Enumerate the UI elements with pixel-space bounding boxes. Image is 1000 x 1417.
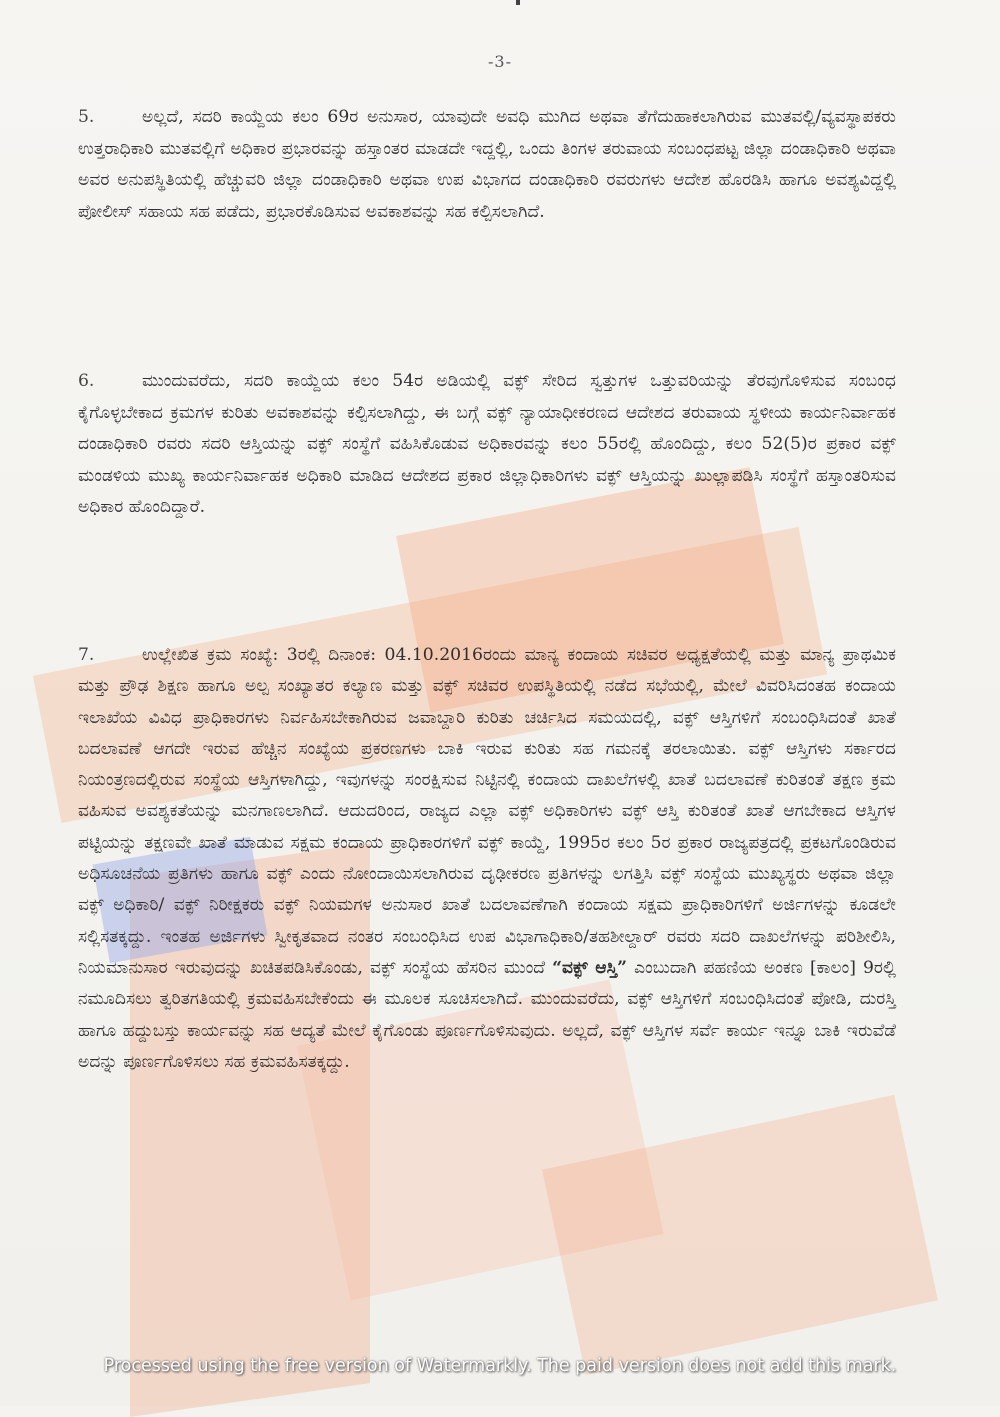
paragraph-text: ಮುಂದುವರೆದು, ಸದರಿ ಕಾಯ್ದೆಯ ಕಲಂ 54ರ ಅಡಿಯಲ್ಲಿ ವಕ್ಫ್ ಸೇರಿದ ಸ್ವತ್ತುಗಳ ಒತ್ತುವರಿಯನ್ನು ತೆರವುಗೊಳಿಸುವ ಸಂಬಂಧ ಕೈಗೊಳ್ಳಬೇಕಾದ ಕ್ರಮಗಳ ಕುರಿತು ಅವಕಾಶವನ್ನು ಕಲ್ಪಿಸಲಾಗಿದ್ದು, ಈ ಬಗ್ಗೆ ವಕ್ಫ್ ನ್ಯಾಯಾಧೀಕರಣದ ಆದೇಶದ ತರುವಾಯ ಸ್ಥಳೀಯ ಕಾರ್ಯನಿರ್ವಾಹಕ ದಂಡಾಧಿಕಾರಿ ರವರು ಸದರಿ ಆಸ್ತಿಯನ್ನು ವಕ್ಫ್ ಸಂಸ್ಥೆಗೆ ವಹಿಸಿಕೊಡುವ ಅಧಿಕಾರವನ್ನು ಕಲಂ 55ರಲ್ಲಿ ಹೊಂದಿದ್ದು, ಕಲಂ 52(5)ರ ಪ್ರಕಾರ ವಕ್ಫ್ ಮಂಡಳಿಯ ಮುಖ್ಯ ಕಾರ್ಯನಿರ್ವಾಹಕ ಅಧಿಕಾರಿ ಮಾಡಿದ ಆದೇಶದ ಪ್ರಕಾರ ಜಿಲ್ಲಾಧಿಕಾರಿಗಳು ವಕ್ಫ್ ಆಸ್ತಿಯನ್ನು ಖುಲ್ಲಾಪಡಿಸಿ ಸಂಸ್ಥೆಗೆ ಹಸ್ತಾಂತರಿಸುವ ಅಧಿಕಾರ ಹೊಂದಿದ್ದಾರೆ. <box>78 371 896 517</box>
paragraph-text: ಅಲ್ಲದೆ, ಸದರಿ ಕಾಯ್ದೆಯ ಕಲಂ 69ರ ಅನುಸಾರ, ಯಾವುದೇ ಅವಧಿ ಮುಗಿದ ಅಥವಾ ತೆಗೆದುಹಾಕಲಾಗಿರುವ ಮುತವಲ್ಲಿ/ವ್ಯವಸ್ಥಾಪಕರು ಉತ್ತರಾಧಿಕಾರಿ ಮುತವಲ್ಲಿಗೆ ಅಧಿಕಾರ ಪ್ರಭಾರವನ್ನು ಹಸ್ತಾಂತರ ಮಾಡದೇ ಇದ್ದಲ್ಲಿ, ಒಂದು ತಿಂಗಳ ತರುವಾಯ ಸಂಬಂಧಪಟ್ಟ ಜಿಲ್ಲಾ ದಂಡಾಧಿಕಾರಿ ಅಥವಾ ಅವರ ಅನುಪಸ್ಥಿತಿಯಲ್ಲಿ ಹೆಚ್ಚುವರಿ ಜಿಲ್ಲಾ ದಂಡಾಧಿಕಾರಿ ಅಥವಾ ಉಪ ವಿಭಾಗದ ದಂಡಾಧಿಕಾರಿ ರವರುಗಳು ಆದೇಶ ಹೊರಡಿಸಿ ಹಾಗೂ ಅವಶ್ಯವಿದ್ದಲ್ಲಿ ಪೋಲೀಸ್ ಸಹಾಯ ಸಹ ಪಡೆದು, ಪ್ರಭಾರಕೊಡಿಸುವ ಅವಕಾಶವನ್ನು ಸಹ ಕಲ್ಪಿಸಲಾಗಿದೆ. <box>78 107 896 222</box>
bold-term: “ವಕ್ಫ್ ಆಸ್ತಿ” <box>552 957 628 978</box>
paragraph-number: 6. <box>78 371 95 391</box>
paragraph-number: 5. <box>78 107 95 127</box>
page-number: -3- <box>488 52 512 71</box>
paragraph-7 <box>78 640 896 1078</box>
scan-mark <box>516 0 520 5</box>
paragraph-text-continued: ಎಂಬುದಾಗಿ ಪಹಣಿಯ ಅಂಕಣ [ಕಾಲಂ] 9ರಲ್ಲಿ ನಮೂದಿಸಲು ತ್ವರಿತಗತಿಯಲ್ಲಿ ಕ್ರಮವಹಿಸಬೇಕೆಂದು ಈ ಮೂಲಕ ಸೂಚಿಸಲಾಗಿದೆ. ಮುಂದುವರೆದು, ವಕ್ಫ್ ಆಸ್ತಿಗಳಿಗೆ ಸಂಬಂಧಿಸಿದಂತೆ ಪೋಡಿ, ದುರಸ್ತಿ ಹಾಗೂ ಹದ್ದುಬಸ್ತು ಕಾರ್ಯವನ್ನು ಸಹ ಆದ್ಯತೆ ಮೇಲೆ ಕೈಗೊಂಡು ಪೂರ್ಣಗೊಳಿಸುವುದು. ಅಲ್ಲದೆ, ವಕ್ಫ್ ಆಸ್ತಿಗಳ ಸರ್ವೆ ಕಾರ್ಯ ಇನ್ನೂ ಬಾಕಿ ಇರುವೆಡೆ ಅದನ್ನು ಪೂರ್ಣಗೊಳಿಸಲು ಸಹ ಕ್ರಮವಹಿಸತಕ್ಕದ್ದು. <box>78 957 896 1072</box>
paragraph-5 <box>78 102 896 228</box>
paragraph-number: 7. <box>78 645 95 665</box>
watermark-notice: Processed using the free version of Watermarkly. The paid version does not add this mark. <box>103 1356 897 1376</box>
paragraph-6 <box>78 366 896 524</box>
paragraph-text: ಉಲ್ಲೇಖಿತ ಕ್ರಮ ಸಂಖ್ಯೆ: 3ರಲ್ಲಿ ದಿನಾಂಕ: 04.10.2016ರಂದು ಮಾನ್ಯ ಕಂದಾಯ ಸಚಿವರ ಅಧ್ಯಕ್ಷತೆಯಲ್ಲಿ ಮತ್ತು ಮಾನ್ಯ ಪ್ರಾಥಮಿಕ ಮತ್ತು ಪ್ರೌಢ ಶಿಕ್ಷಣ ಹಾಗೂ ಅಲ್ಪ ಸಂಖ್ಯಾತರ ಕಲ್ಯಾಣ ಮತ್ತು ವಕ್ಫ್ ಸಚಿವರ ಉಪಸ್ಥಿತಿಯಲ್ಲಿ ನಡೆದ ಸಭೆಯಲ್ಲಿ, ಮೇಲೆ ವಿವರಿಸಿದಂತಹ ಕಂದಾಯ ಇಲಾಖೆಯ ವಿವಿಧ ಪ್ರಾಧಿಕಾರಗಳು ನಿರ್ವಹಿಸಬೇಕಾಗಿರುವ ಜವಾಬ್ದಾರಿ ಕುರಿತು ಚರ್ಚಿಸಿದ ಸಮಯದಲ್ಲಿ, ವಕ್ಫ್ ಆಸ್ತಿಗಳಿಗೆ ಸಂಬಂಧಿಸಿದಂತೆ ಖಾತೆ ಬದಲಾವಣೆ ಆಗದೇ ಇರುವ ಹೆಚ್ಚಿನ ಸಂಖ್ಯೆಯ ಪ್ರಕರಣಗಳು ಬಾಕಿ ಇರುವ ಕುರಿತು ಸಹ ಗಮನಕ್ಕೆ ತರಲಾಯಿತು. ವಕ್ಫ್ ಆಸ್ತಿಗಳು ಸರ್ಕಾರದ ನಿಯಂತ್ರಣದಲ್ಲಿರುವ ಸಂಸ್ಥೆಯ ಆಸ್ತಿಗಳಾಗಿದ್ದು, ಇವುಗಳನ್ನು ಸಂರಕ್ಷಿಸುವ ನಿಟ್ಟಿನಲ್ಲಿ ಕಂದಾಯ ದಾಖಲೆಗಳಲ್ಲಿ ಖಾತೆ ಬದಲಾವಣೆ ಕುರಿತಂತೆ ತಕ್ಷಣ ಕ್ರಮ ವಹಿಸುವ ಅವಶ್ಯಕತೆಯನ್ನು ಮನಗಾಣಲಾಗಿದೆ. ಆದುದರಿಂದ, ರಾಜ್ಯದ ಎಲ್ಲಾ ವಕ್ಫ್ ಅಧಿಕಾರಿಗಳು ವಕ್ಫ್ ಆಸ್ತಿ ಕುರಿತಂತೆ ಖಾತೆ ಆಗಬೇಕಾದ ಆಸ್ತಿಗಳ ಪಟ್ಟಿಯನ್ನು ತಕ್ಷಣವೇ ಖಾತೆ ಮಾಡುವ ಸಕ್ಷಮ ಕಂದಾಯ ಪ್ರಾಧಿಕಾರಗಳಿಗೆ ವಕ್ಫ್ ಕಾಯ್ದೆ, 1995ರ ಕಲಂ 5ರ ಪ್ರಕಾರ ರಾಜ್ಯಪತ್ರದಲ್ಲಿ ಪ್ರಕಟಗೊಂಡಿರುವ ಅಧಿಸೂಚನೆಯ ಪ್ರತಿಗಳು ಹಾಗೂ ವಕ್ಫ್ ಎಂದು ನೋಂದಾಯಿಸಲಾಗಿರುವ ದೃಢೀಕರಣ ಪ್ರತಿಗಳನ್ನು ಲಗತ್ತಿಸಿ ವಕ್ಫ್ ಸಂಸ್ಥೆಯ ಮುಖ್ಯಸ್ಥರು ಅಥವಾ ಜಿಲ್ಲಾ ವಕ್ಫ್ ಅಧಿಕಾರಿ/ ವಕ್ಫ್ ನಿರೀಕ್ಷಕರು ವಕ್ಫ್ ನಿಯಮಗಳ ಅನುಸಾರ ಖಾತೆ ಬದಲಾವಣೆಗಾಗಿ ಕಂದಾಯ ಸಕ್ಷಮ ಪ್ರಾಧಿಕಾರಿಗಳಿಗೆ ಅರ್ಜಿಗಳನ್ನು ಕೂಡಲೇ ಸಲ್ಲಿಸತಕ್ಕದ್ದು. ಇಂತಹ ಅರ್ಜಿಗಳು ಸ್ವೀಕೃತವಾದ ನಂತರ ಸಂಬಂಧಿಸಿದ ಉಪ ವಿಭಾಗಾಧಿಕಾರಿ/ತಹಶೀಲ್ದಾರ್ ರವರು ಸದರಿ ದಾಖಲೆಗಳನ್ನು ಪರಿಶೀಲಿಸಿ, ನಿಯಮಾನುಸಾರ ಇರುವುದನ್ನು ಖಚಿತಪಡಿಸಿಕೊಂಡು, ವಕ್ಫ್ ಸಂಸ್ಥೆಯ ಹೆಸರಿನ ಮುಂದೆ <box>78 645 896 978</box>
